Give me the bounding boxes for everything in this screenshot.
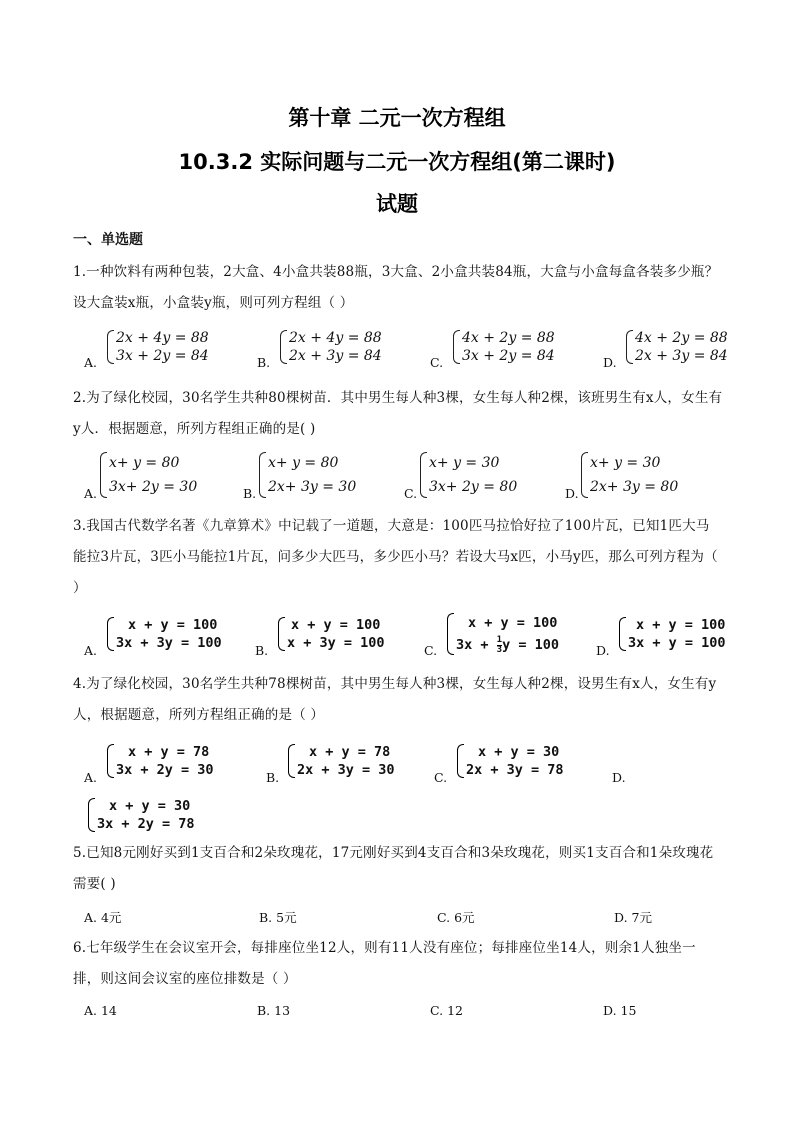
question-3-text: 3.我国古代数学名著《九章算术》中记载了一道题，大意是：100匹马拉恰好拉了100片瓦，已知1匹大马能拉3片瓦，3匹小马能拉1片瓦，问多少大匹马，多少匹小马？若设大马x匹，小马y匹，那么可列方程为（ ） [73,518,718,596]
q2-option-c-letter: C. [404,486,418,501]
q3-option-a-letter: A. [84,643,98,658]
q1-option-c-letter: C. [430,355,444,370]
q5-option-a: A. 4元 [84,910,122,925]
q2-option-c-system: x+ y = 30 3x+ 2y = 80 [420,451,517,499]
q2-option-a-letter: A. [84,486,98,501]
q4-option-b-system: x + y = 78 2x + 3y = 30 [288,743,395,779]
q3-option-b-letter: B. [255,643,269,658]
q2-option-b-system: x+ y = 80 2x+ 3y = 30 [259,451,356,499]
q2-option-d-system: x+ y = 30 2x+ 3y = 80 [581,451,678,499]
q1-option-d-system: 4x + 2y = 88 2x + 3y = 84 [626,329,728,365]
q3-option-a-system: x + y = 100 3x + 3y = 100 [107,616,222,652]
q2-option-d-letter: D. [565,486,579,501]
question-1-text: 1.一种饮料有两种包装，2大盒、4小盒共装88瓶，3大盒、2小盒共装84瓶，大盒与小盒每盒各装多少瓶？设大盒装x瓶，小盒装y瓶，则可列方程组（ ） [73,264,719,311]
q3-option-c-letter: C. [424,643,438,658]
question-2-text: 2.为了绿化校园，30名学生共种80棵树苗．其中男生每人种3棵，女生每人种2棵，该班男生有x人，女生有y人．根据题意，所列方程组正确的是( ) [73,390,723,437]
q1-option-b-letter: B. [257,355,271,370]
q6-option-c: C. 12 [430,1003,463,1018]
q4-option-d-system: x + y = 30 3x + 2y = 78 [88,797,195,833]
section-heading: 一、单选题 [73,232,143,248]
q2-option-a-system: x+ y = 80 3x+ 2y = 30 [100,451,197,499]
question-6-text: 6.七年级学生在会议室开会，每排座位坐12人，则有11人没有座位；每排座位坐14人，则余1人独坐一排，则这间会议室的座位排数是（ ） [73,940,696,987]
question-5-text: 5.已知8元刚好买到1支百合和2朵玫瑰花，17元刚好买到4支百合和3朵玫瑰花，则买1支百合和1朵玫瑰花需要( ) [73,845,714,892]
q4-option-c-letter: C. [434,770,448,785]
q3-option-c-system: x + y = 100 3x + $\frac{1}{3}$ y = 100 [447,612,559,656]
q3-option-d-system: x + y = 100 3x + y = 100 [619,616,726,652]
fraction-one-third: $\frac{1}{3}$ [496,634,503,655]
q3-option-d-letter: D. [596,643,610,658]
q1-option-a-letter: A. [84,355,98,370]
q1-option-a-system: 2x + 4y = 88 3x + 2y = 84 [107,329,209,365]
q4-option-c-system: x + y = 30 2x + 3y = 78 [457,743,564,779]
q5-option-d: D. 7元 [614,910,652,925]
page-subtitle: 试题 [376,192,418,216]
q3-option-b-system: x + y = 100 x + 3y = 100 [278,616,385,652]
q4-option-d-letter: D. [612,770,626,785]
q4-option-a-letter: A. [84,770,98,785]
q1-option-b-system: 2x + 4y = 88 2x + 3y = 84 [280,329,382,365]
q4-option-a-system: x + y = 78 3x + 2y = 30 [107,743,214,779]
q6-option-b: B. 13 [257,1003,291,1018]
q1-option-c-system: 4x + 2y = 88 3x + 2y = 84 [453,329,555,365]
q4-option-b-letter: B. [266,770,280,785]
q2-option-b-letter: B. [243,486,257,501]
lesson-title: 10.3.2 实际问题与二元一次方程组(第二课时) [178,150,616,174]
chapter-title: 第十章 二元一次方程组 [288,106,506,130]
q5-option-b: B. 5元 [259,910,297,925]
q6-option-a: A. 14 [84,1003,117,1018]
q5-option-c: C. 6元 [437,910,475,925]
q6-option-d: D. 15 [603,1003,637,1018]
question-4-text: 4.为了绿化校园，30名学生共种78棵树苗，其中男生每人种3棵，女生每人种2棵，设男生有x人，女生有y人，根据题意，所列方程组正确的是（ ） [73,676,717,723]
q1-option-d-letter: D. [603,355,617,370]
